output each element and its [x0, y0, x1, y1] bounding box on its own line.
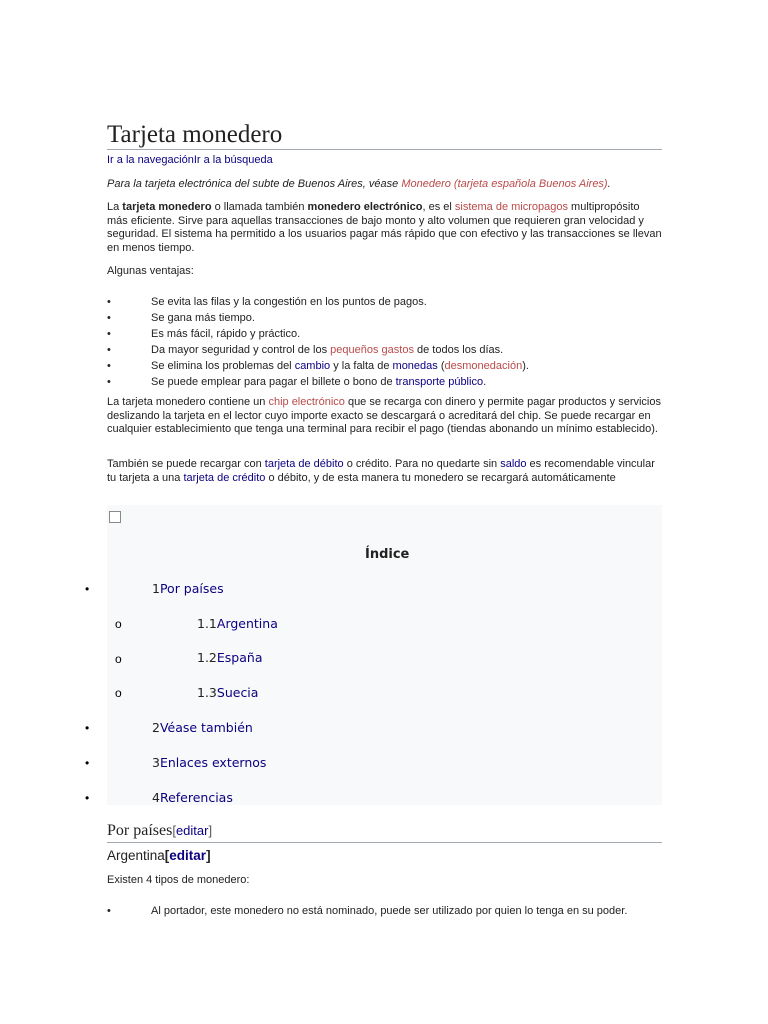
toc-item-referencias[interactable] [152, 790, 233, 805]
subsection-heading-argentina [107, 848, 211, 863]
text: y la falta de [330, 360, 393, 372]
list-item-text [151, 343, 503, 359]
toc-number: 1.3 [197, 685, 217, 700]
toc-toggle-checkbox[interactable] [109, 511, 121, 523]
toc-label: Suecia [216, 685, 259, 700]
bullet: • [107, 312, 111, 324]
text: La tarjeta monedero contiene un [107, 396, 269, 408]
toc-item-suecia[interactable] [197, 685, 258, 700]
cambio-link[interactable]: cambio [294, 360, 331, 372]
pequenos-gastos-link[interactable]: pequeños gastos [330, 344, 414, 356]
page-title: Tarjeta monedero [107, 121, 662, 150]
text: o débito, y de esta manera tu monedero se recargará automáticamente [265, 471, 616, 484]
toc-title: Índice [365, 547, 410, 562]
toc-label: Véase también [159, 720, 253, 735]
tarjeta-credito-link[interactable]: tarjeta de crédito [183, 471, 266, 484]
toc-number: 1 [152, 581, 160, 596]
hatnote-text: Para la tarjeta electrónica del subte de Buenos Aires, véase [107, 178, 402, 190]
bullet: • [107, 376, 111, 388]
toc-number: 2 [152, 720, 160, 735]
edit-section-link[interactable]: editar [175, 823, 209, 838]
toc-label: Por países [159, 581, 224, 596]
list-item-text: Es más fácil, rápido y práctico. [151, 328, 301, 340]
toc-label: Argentina [216, 616, 278, 631]
text: Se puede emplear para pagar el billete o bono de [151, 376, 396, 388]
micropagos-link[interactable]: sistema de micropagos [454, 201, 568, 213]
toc-label: Enlaces externos [159, 755, 267, 770]
hatnote-link[interactable]: Monedero (tarjeta española Buenos Aires) [401, 178, 608, 190]
toc-number: 3 [152, 755, 160, 770]
toc-bullet: • [85, 582, 90, 596]
chip-paragraph [107, 396, 662, 437]
toc-item-enlaces-externos[interactable] [152, 755, 266, 770]
monedas-link[interactable]: monedas [392, 360, 438, 372]
toc-sub-bullet: o [115, 686, 122, 700]
intro-text-3: , es el [422, 201, 455, 213]
text: . [483, 376, 487, 388]
toc-sub-bullet: o [115, 652, 122, 666]
transporte-publico-link[interactable]: transporte público [395, 376, 484, 388]
intro-text-1: La [107, 201, 123, 213]
toc-bullet: • [85, 756, 90, 770]
toc-item-espana[interactable] [197, 650, 262, 665]
chip-electronico-link[interactable]: chip electrónico [268, 396, 345, 408]
saldo-link[interactable]: saldo [500, 458, 527, 470]
bullet: • [107, 360, 111, 372]
list-item-text: Se evita las filas y la congestión en los puntos de pagos. [151, 296, 427, 308]
section-title: Por países [107, 822, 173, 839]
toc-number: 1.1 [197, 616, 217, 631]
hatnote-suffix: . [607, 178, 611, 190]
advantages-label: Algunas ventajas: [107, 265, 194, 277]
list-item-text: Al portador, este monedero no está nominado, puede ser utilizado por quien lo tenga en su poder. [151, 905, 628, 917]
text: que se recarga con dinero y permite pagar productos y servicios deslizando la tarjeta en el lector cuyo importe exacto se descargará o acreditará del chip. Se puede recargar en cualquier establecimiento que tenga una terminal para recibir el pago (tiendas abonando un mínimo establecido). [107, 396, 661, 436]
intro-bold-1: tarjeta monedero [122, 201, 212, 213]
toc-bullet: • [85, 791, 90, 805]
intro-text-2: o llamada también [211, 201, 308, 213]
toc-item-vease-tambien[interactable] [152, 720, 253, 735]
text: ). [522, 360, 529, 372]
toc-item-por-paises[interactable] [152, 581, 224, 596]
text: de todos los días. [413, 344, 504, 356]
bullet: • [107, 344, 111, 356]
types-intro: Existen 4 tipos de monedero: [107, 874, 250, 886]
intro-paragraph [107, 201, 662, 256]
jump-to-search-link[interactable]: Ir a la búsqueda [193, 154, 273, 166]
toc-bullet: • [85, 721, 90, 735]
list-item-text [151, 359, 529, 375]
list-item-text [151, 375, 486, 391]
text: Da mayor seguridad y control de los [151, 344, 331, 356]
text: es recomendable vincular tu tarjeta a una [107, 458, 655, 484]
toc-label: España [216, 650, 263, 665]
toc-number: 4 [152, 790, 160, 805]
list-item-text: Se gana más tiempo. [151, 312, 255, 324]
section-heading-por-paises [107, 822, 662, 843]
desmonedacion-link[interactable]: desmonedación [444, 360, 523, 372]
bracket: [ [164, 848, 170, 863]
bracket: ] [208, 823, 213, 838]
bullet: • [107, 905, 111, 917]
bracket: [ [172, 823, 176, 838]
intro-text-4: multipropósito más eficiente. Sirve para aquellas transacciones de bajo monto y alto volumen que requieren gran velocidad y seguridad. El sistema ha permitido a los usuarios pagar más rápido que con efectivo y las transacciones se llevan en menos tiempo. [107, 201, 662, 255]
text: Se elimina los problemas del [151, 360, 295, 372]
toc-sub-bullet: o [115, 617, 122, 631]
bracket: ] [206, 848, 211, 863]
bullet: • [107, 328, 111, 340]
recharge-paragraph [107, 458, 662, 485]
text: ( [437, 360, 445, 372]
bullet: • [107, 296, 111, 308]
intro-bold-2: monedero electrónico [307, 201, 423, 213]
text: También se puede recargar con [107, 458, 265, 470]
subsection-title: Argentina [107, 848, 165, 863]
jump-links [107, 154, 273, 166]
jump-to-navigation-link[interactable]: Ir a la navegación [107, 154, 194, 166]
hatnote [107, 178, 611, 190]
toc-number: 1.2 [197, 650, 217, 665]
toc-item-argentina[interactable] [197, 616, 278, 631]
tarjeta-debito-link[interactable]: tarjeta de débito [264, 458, 344, 470]
toc-label: Referencias [159, 790, 233, 805]
text: o crédito. Para no quedarte sin [343, 458, 501, 470]
edit-subsection-link[interactable]: editar [169, 848, 207, 863]
